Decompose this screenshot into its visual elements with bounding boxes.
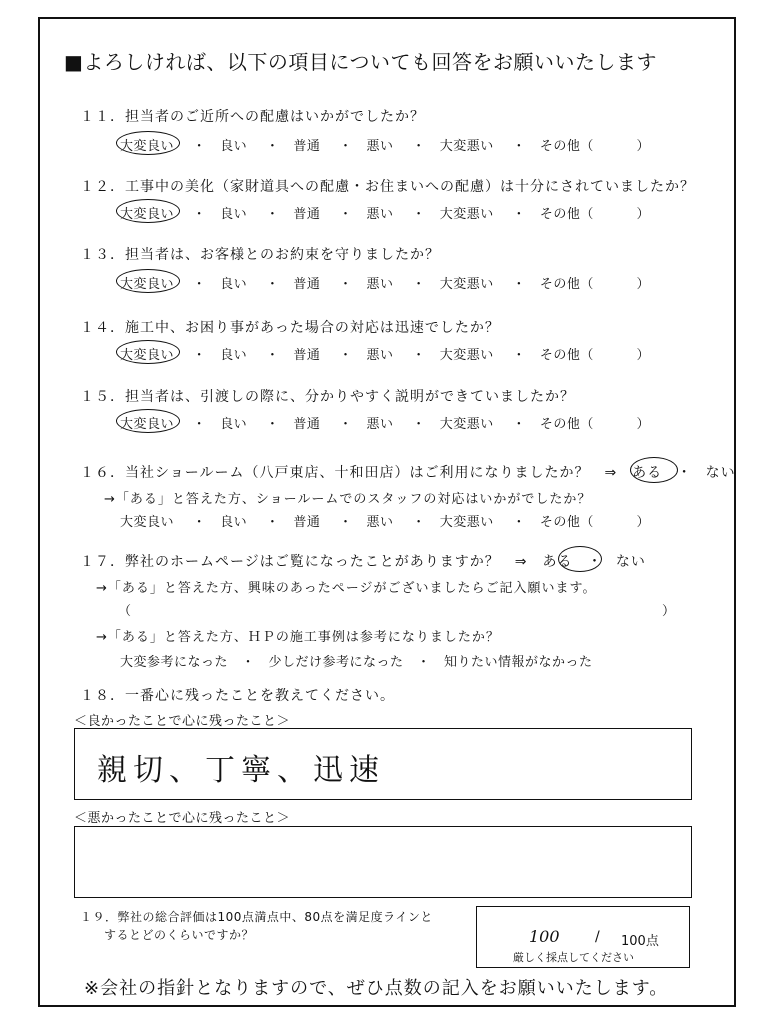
- option-other[interactable]: その他（: [539, 139, 594, 154]
- option-bad[interactable]: 悪い: [366, 277, 394, 292]
- option-other[interactable]: その他（: [539, 417, 594, 432]
- option-very-good[interactable]: 大変良い: [120, 277, 175, 292]
- selection-circle: [116, 199, 180, 223]
- option-very-bad[interactable]: 大変悪い: [439, 207, 494, 222]
- option-other[interactable]: その他（: [539, 277, 594, 292]
- option-other-close: ）: [636, 139, 650, 154]
- option-very-good[interactable]: 大変良い: [120, 348, 175, 363]
- selection-circle: [116, 269, 180, 293]
- option-very-good[interactable]: 大変良い: [120, 139, 175, 154]
- option-good[interactable]: 良い: [220, 207, 248, 222]
- option-very-good[interactable]: 大変良い: [120, 515, 175, 530]
- question-17-sub2: →「ある」と答えた方、ＨＰの施工事例は参考になりましたか？: [96, 630, 500, 645]
- footer-note: ※会社の指針となりますので、ぜひ点数の記入をお願いいたします。: [84, 978, 669, 999]
- rating-row-15: 大変良い ・ 良い ・ 普通 ・ 悪い ・ 大変悪い ・ その他（ ）: [120, 413, 650, 432]
- question-14: １４．施工中、お困り事があった場合の対応は迅速でしたか？: [80, 320, 500, 336]
- option-other[interactable]: その他（: [539, 348, 594, 363]
- option-other-close: ）: [636, 417, 650, 432]
- rating-row-11: 大変良い ・ 良い ・ 普通 ・ 悪い ・ 大変悪い ・ その他（ ）: [120, 135, 650, 154]
- option-bad[interactable]: 悪い: [366, 139, 394, 154]
- option-very-bad[interactable]: 大変悪い: [439, 277, 494, 292]
- option-no[interactable]: ない: [705, 465, 736, 481]
- selection-circle: [630, 457, 678, 483]
- option-very-bad[interactable]: 大変悪い: [439, 515, 494, 530]
- option-very-good[interactable]: 大変良い: [120, 207, 175, 222]
- good-answer-text: 親切、丁寧、迅速: [97, 753, 385, 788]
- question-19-line2: するとどのくらいですか？: [104, 928, 255, 942]
- rating-row-14: 大変良い ・ 良い ・ 普通 ・ 悪い ・ 大変悪い ・ その他（ ）: [120, 344, 650, 363]
- question-17-options[interactable]: 大変参考になった ・ 少しだけ参考になった ・ 知りたい情報がなかった: [120, 655, 593, 670]
- question-11: １１．担当者のご近所への配慮はいかがでしたか？: [80, 109, 425, 125]
- option-good[interactable]: 良い: [220, 417, 248, 432]
- question-17-sub1: →「ある」と答えた方、興味のあったページがございましたらご記入願います。: [96, 581, 597, 596]
- selection-circle: [116, 340, 180, 364]
- question-19-line1: １９．弊社の総合評価は100点満点中、80点を満足度ラインと: [80, 910, 433, 924]
- good-answer-box[interactable]: [74, 728, 692, 800]
- rating-row-12: 大変良い ・ 良い ・ 普通 ・ 悪い ・ 大変悪い ・ その他（ ）: [120, 203, 650, 222]
- option-other-close: ）: [636, 277, 650, 292]
- question-12: １２．工事中の美化（家財道具への配慮・お住まいへの配慮）は十分にされていましたか？: [80, 179, 695, 195]
- bad-label: ＜悪かったことで心に残ったこと＞: [74, 811, 291, 826]
- option-good[interactable]: 良い: [220, 515, 248, 530]
- good-label: ＜良かったことで心に残ったこと＞: [74, 714, 291, 729]
- section-header: ■よろしければ、以下の項目についても回答をお願いいたします: [64, 50, 657, 74]
- option-good[interactable]: 良い: [220, 348, 248, 363]
- question-16: １６．当社ショールーム（八戸東店、十和田店）はご利用になりましたか？ ⇒ ある ・: [80, 465, 693, 481]
- option-other[interactable]: その他（: [539, 515, 594, 530]
- option-very-bad[interactable]: 大変悪い: [439, 417, 494, 432]
- option-very-bad[interactable]: 大変悪い: [439, 348, 494, 363]
- question-15: １５．担当者は、引渡しの際に、分かりやすく説明ができていましたか？: [80, 389, 575, 405]
- option-no[interactable]: ない: [615, 554, 646, 570]
- selection-circle: [116, 131, 180, 155]
- option-normal[interactable]: 普通: [293, 348, 321, 363]
- option-bad[interactable]: 悪い: [366, 348, 394, 363]
- option-normal[interactable]: 普通: [293, 277, 321, 292]
- question-13: １３．担当者は、お客様とのお約束を守りましたか？: [80, 247, 440, 263]
- score-box[interactable]: [476, 906, 690, 968]
- option-normal[interactable]: 普通: [293, 417, 321, 432]
- option-good[interactable]: 良い: [220, 277, 248, 292]
- option-other-close: ）: [636, 348, 650, 363]
- selection-circle: [558, 546, 602, 572]
- selection-circle: [116, 409, 180, 433]
- option-normal[interactable]: 普通: [293, 207, 321, 222]
- option-very-good[interactable]: 大変良い: [120, 417, 175, 432]
- option-other[interactable]: その他（: [539, 207, 594, 222]
- option-normal[interactable]: 普通: [293, 139, 321, 154]
- score-max: 100点: [621, 934, 659, 949]
- question-17: １７．弊社のホームページはご覧になったことがありますか？ ⇒ ある ・: [80, 554, 603, 570]
- question-16-sub: →「ある」と答えた方、ショールームでのスタッフの対応はいかがでしたか？: [104, 492, 592, 507]
- option-very-bad[interactable]: 大変悪い: [439, 139, 494, 154]
- rating-row-13: 大変良い ・ 良い ・ 普通 ・ 悪い ・ 大変悪い ・ その他（ ）: [120, 273, 650, 292]
- paren-close: ）: [662, 604, 676, 619]
- score-note: 厳しく採点してください: [513, 951, 634, 964]
- rating-row-16: 大変良い ・ 良い ・ 普通 ・ 悪い ・ 大変悪い ・ その他（ ）: [120, 511, 650, 530]
- option-bad[interactable]: 悪い: [366, 207, 394, 222]
- option-bad[interactable]: 悪い: [366, 417, 394, 432]
- option-bad[interactable]: 悪い: [366, 515, 394, 530]
- score-value: 100: [529, 927, 560, 946]
- option-other-close: ）: [636, 515, 650, 530]
- score-separator: /: [595, 929, 600, 945]
- bad-answer-box[interactable]: [74, 826, 692, 898]
- option-normal[interactable]: 普通: [293, 515, 321, 530]
- option-other-close: ）: [636, 207, 650, 222]
- question-18: １８．一番心に残ったことを教えてください。: [80, 688, 395, 704]
- option-good[interactable]: 良い: [220, 139, 248, 154]
- paren-open: （: [118, 604, 132, 619]
